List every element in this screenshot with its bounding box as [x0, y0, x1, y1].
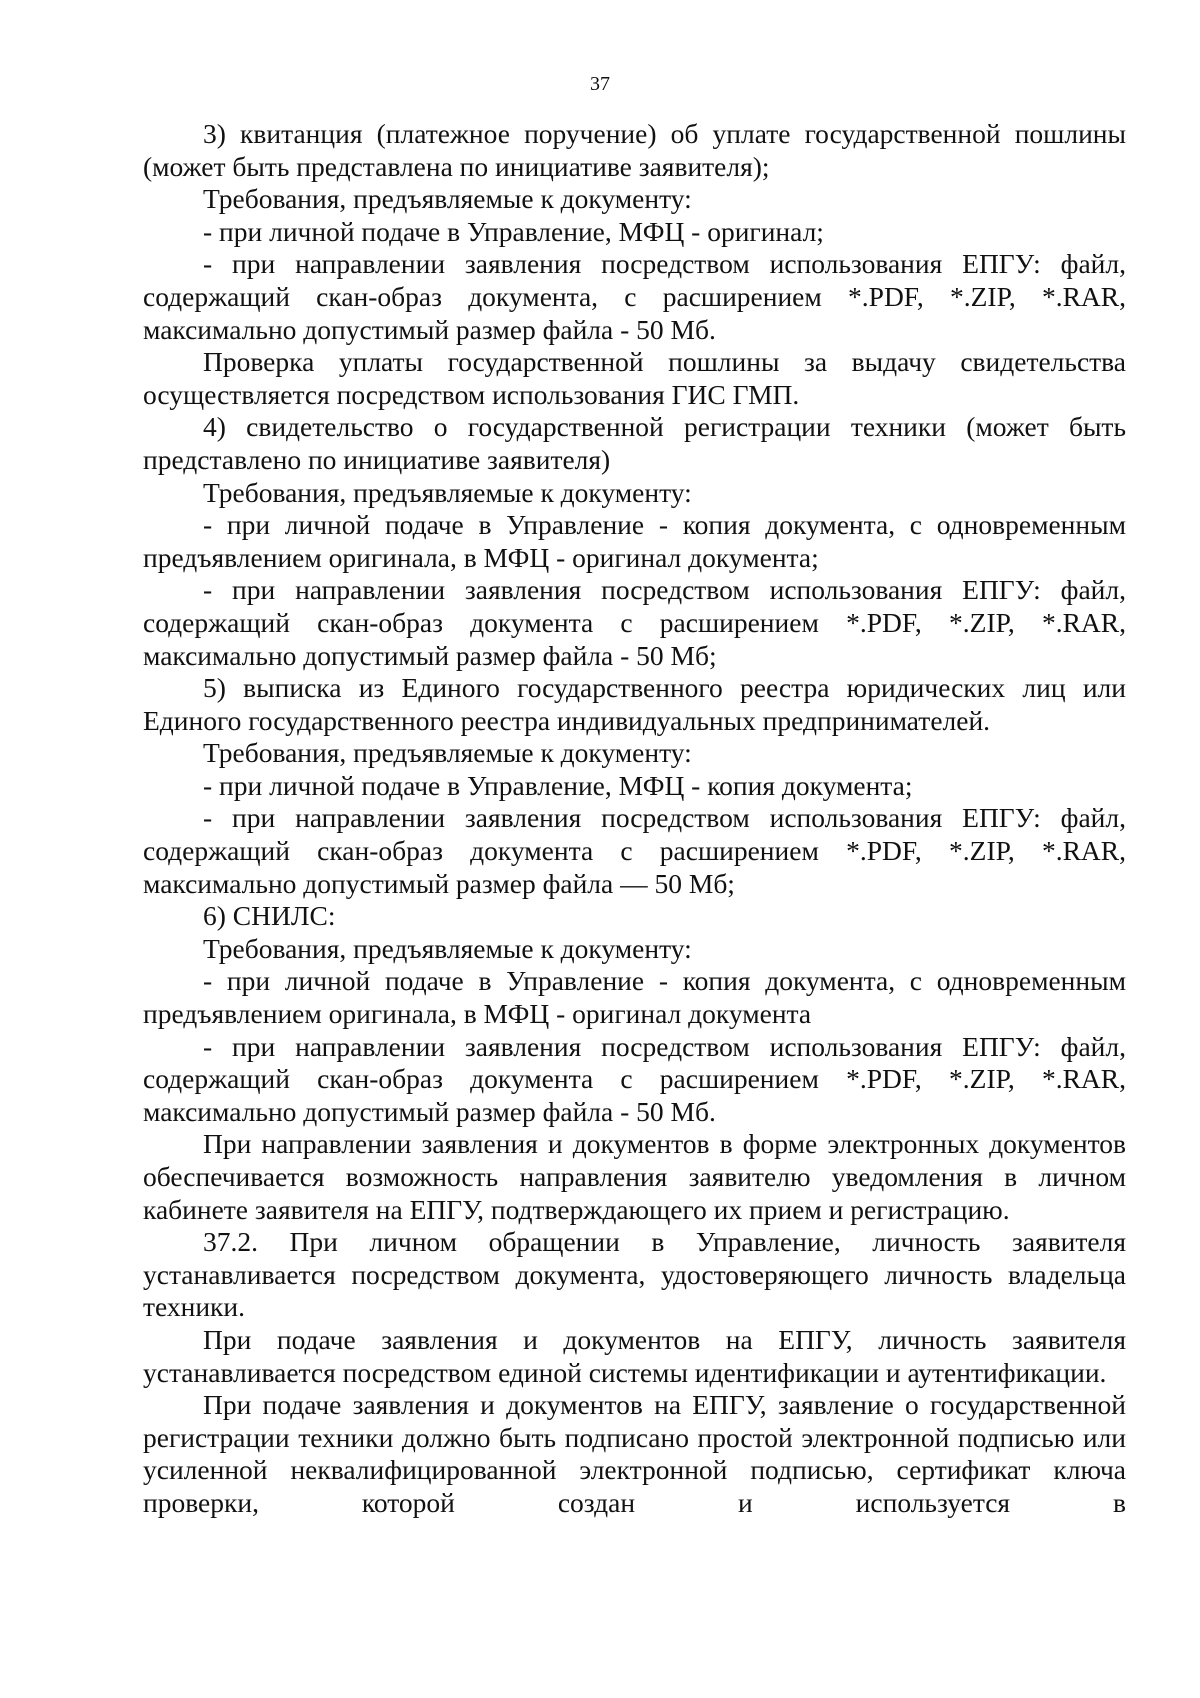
- paragraph: 4) свидетельство о государственной регистрации техники (может быть представлено по инициативе заявителя): [143, 411, 1126, 475]
- page-number: 37: [590, 73, 610, 95]
- paragraph: - при личной подаче в Управление, МФЦ - оригинал;: [203, 215, 824, 247]
- paragraph: 3) квитанция (платежное поручение) об уплате государственной пошлины (может быть представлена по инициативе заявителя);: [143, 118, 1126, 182]
- paragraph: При подаче заявления и документов на ЕПГУ, заявление о государственной регистрации техники должно быть подписано простой электронной подписью или усиленной неквалифицированной электронной подписью, сертификат ключа проверки, которой создан и используется в: [143, 1389, 1126, 1518]
- paragraph: - при личной подаче в Управление, МФЦ - копия документа;: [203, 769, 913, 801]
- paragraph: 5) выписка из Единого государственного реестра юридических лиц или Единого государственного реестра индивидуальных предпринимателей.: [143, 672, 1126, 736]
- paragraph: - при личной подаче в Управление - копия документа, с одновременным предъявлением оригинала, в МФЦ - оригинал документа;: [143, 509, 1126, 573]
- paragraph: 6) СНИЛС:: [203, 900, 336, 932]
- paragraph: - при направлении заявления посредством использования ЕПГУ: файл, содержащий скан-образ документа, с расширением *.PDF, *.ZIP, *.RAR, максимально допустимый размер файла - 50 Мб.: [143, 248, 1126, 345]
- paragraph: 37.2. При личном обращении в Управление, личность заявителя устанавливается посредством документа, удостоверяющего личность владельца техники.: [143, 1226, 1126, 1323]
- paragraph: При направлении заявления и документов в форме электронных документов обеспечивается возможность направления заявителю уведомления в личном кабинете заявителя на ЕПГУ, подтверждающего их прием и регистрацию.: [143, 1128, 1126, 1225]
- paragraph: - при направлении заявления посредством использования ЕПГУ: файл, содержащий скан-образ документа с расширением *.PDF, *.ZIP, *.RAR, максимально допустимый размер файла - 50 Мб;: [143, 574, 1126, 671]
- paragraph: Требования, предъявляемые к документу:: [203, 476, 692, 508]
- document-body: [143, 118, 1126, 1520]
- paragraph: - при направлении заявления посредством использования ЕПГУ: файл, содержащий скан-образ документа с расширением *.PDF, *.ZIP, *.RAR, максимально допустимый размер файла — 50 Мб;: [143, 802, 1126, 899]
- paragraph: Требования, предъявляемые к документу:: [203, 932, 692, 964]
- paragraph: - при личной подаче в Управление - копия документа, с одновременным предъявлением оригинала, в МФЦ - оригинал документа: [143, 965, 1126, 1030]
- paragraph: При подаче заявления и документов на ЕПГУ, личность заявителя устанавливается посредством единой системы идентификации и аутентификации.: [143, 1323, 1126, 1388]
- paragraph: Проверка уплаты государственной пошлины за выдачу свидетельства осуществляется посредством использования ГИС ГМП.: [143, 346, 1126, 410]
- paragraph: Требования, предъявляемые к документу:: [203, 183, 692, 215]
- paragraph: - при направлении заявления посредством использования ЕПГУ: файл, содержащий скан-образ документа с расширением *.PDF, *.ZIP, *.RAR, максимально допустимый размер файла - 50 Мб.: [143, 1030, 1126, 1127]
- paragraph: Требования, предъявляемые к документу:: [203, 737, 692, 769]
